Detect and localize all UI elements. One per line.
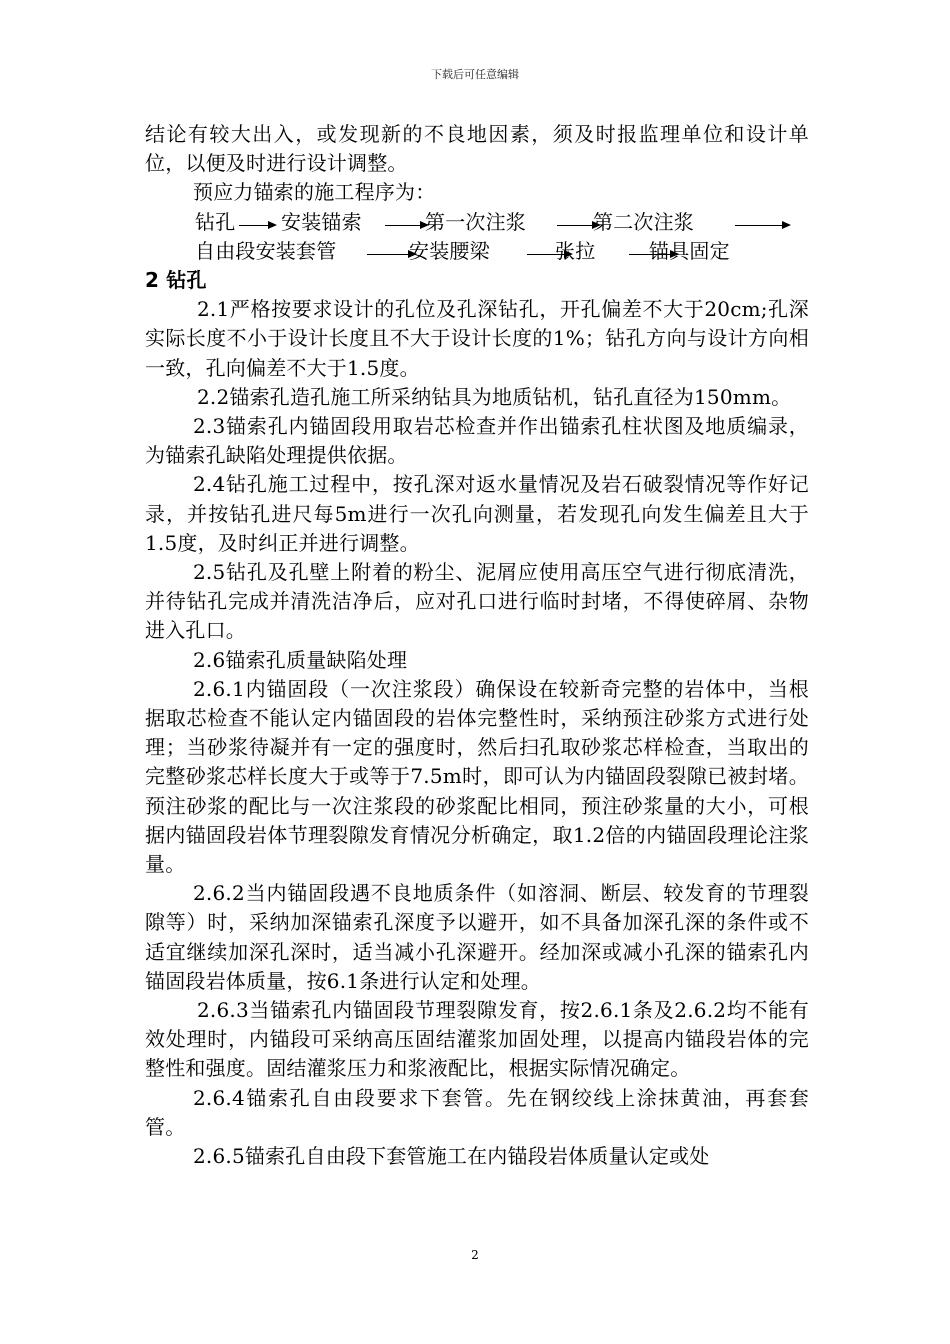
paragraph: 2.5钻孔及孔壁上附着的粉尘、泥屑应使用高压空气进行彻底清洗，并待钻孔完成并清洗洁净后，应对孔口进行临时封堵，不得使碎屑、杂物进入孔口。: [145, 560, 809, 643]
paragraph: 预应力锚索的施工程序为：: [193, 180, 436, 205]
paragraph: 2.1严格按要求设计的孔位及孔深钻孔，开孔偏差不大于20cm;孔深实际长度不小于设计长度且不大于设计长度的1%；钻孔方向与设计方向相一致，孔向偏差不大于1.5度。: [145, 297, 809, 380]
paragraph: 2.6.3当锚索孔内锚固段节理裂隙发育，按2.6.1条及2.6.2均不能有效处理时，内锚段可采纳高压固结灌浆加固处理，以提高内锚段岩体的完整性和强度。固结灌浆压力和浆液配比，根据实际情况确定。: [145, 998, 809, 1081]
arrow-icon: [239, 225, 275, 226]
paragraph: 2.4钻孔施工过程中，按孔深对返水量情况及岩石破裂情况等作好记录，并按钻孔进尺每5m进行一次孔向测量，若发现孔向发生偏差且大于1.5度，及时纠正并进行调整。: [145, 472, 809, 555]
flow-step: 安装锚索: [281, 209, 362, 234]
flow-step: 第二次注浆: [593, 209, 694, 234]
page-number: 2: [471, 1248, 479, 1262]
flow-step: 自由段安装套管: [195, 238, 337, 263]
paragraph: 2.6.4锚索孔自由段要求下套管。先在钢绞线上涂抹黄油，再套套管。: [145, 1085, 809, 1139]
flow-step: 安装腰梁: [409, 238, 490, 263]
flow-step: 锚具固定: [649, 238, 730, 263]
arrow-icon: [735, 225, 789, 226]
paragraph: 2.6锚索孔质量缺陷处理: [193, 647, 408, 672]
arrow-icon: [385, 225, 427, 226]
flow-step: 第一次注浆: [425, 209, 526, 234]
paragraph: 2.6.2当内锚固段遇不良地质条件（如溶洞、断层、较发育的节理裂隙等）时，采纳加深锚索孔深度予以避开，如不具备加深孔深的条件或不适宜继续加深孔深时，适当减小孔深避开。经加深或减小孔深的锚索孔内锚固段岩体质量，按6.1条进行认定和处理。: [145, 881, 809, 993]
document-body: [145, 120, 809, 1171]
flow-step: 钻孔: [195, 209, 236, 234]
paragraph: 2.2锚索孔造孔施工所采纳钻具为地质钻机，钻孔直径为150mm。: [197, 384, 792, 409]
paragraph: 2.6.5锚索孔自由段下套管施工在内锚段岩体质量认定或处: [193, 1144, 710, 1169]
paragraph: 2.6.1内锚固段（一次注浆段）确保设在较新奇完整的岩体中，当根据取芯检查不能认定内锚固段的岩体完整性时，采纳预注砂浆方式进行处理；当砂浆待凝并有一定的强度时，然后扫孔取砂浆芯样检查，当取出的完整砂浆芯样长度大于或等于7.5m时，即可认为内锚固段裂隙已被封堵。预注砂浆的配比与一次注浆段的砂浆配比相同，预注砂浆量的大小，可根据内锚固段岩体节理裂隙发育情况分析确定，取1.2倍的内锚固段理论注浆量。: [145, 676, 809, 877]
page-header: 下载后可任意编辑: [431, 68, 519, 81]
section-title: 2 钻孔: [145, 267, 207, 292]
process-flow-row-2: [145, 237, 809, 266]
paragraph: 结论有较大出入，或发现新的不良地因素，须及时报监理单位和设计单位，以便及时进行设计调整。: [145, 122, 809, 176]
flow-step: 张拉: [555, 238, 596, 263]
arrow-icon: [367, 254, 415, 255]
paragraph: 2.3锚索孔内锚固段用取岩芯检查并作出锚索孔柱状图及地质编录，为锚索孔缺陷处理提供依据。: [145, 414, 809, 468]
process-flow-row-1: [145, 208, 809, 237]
